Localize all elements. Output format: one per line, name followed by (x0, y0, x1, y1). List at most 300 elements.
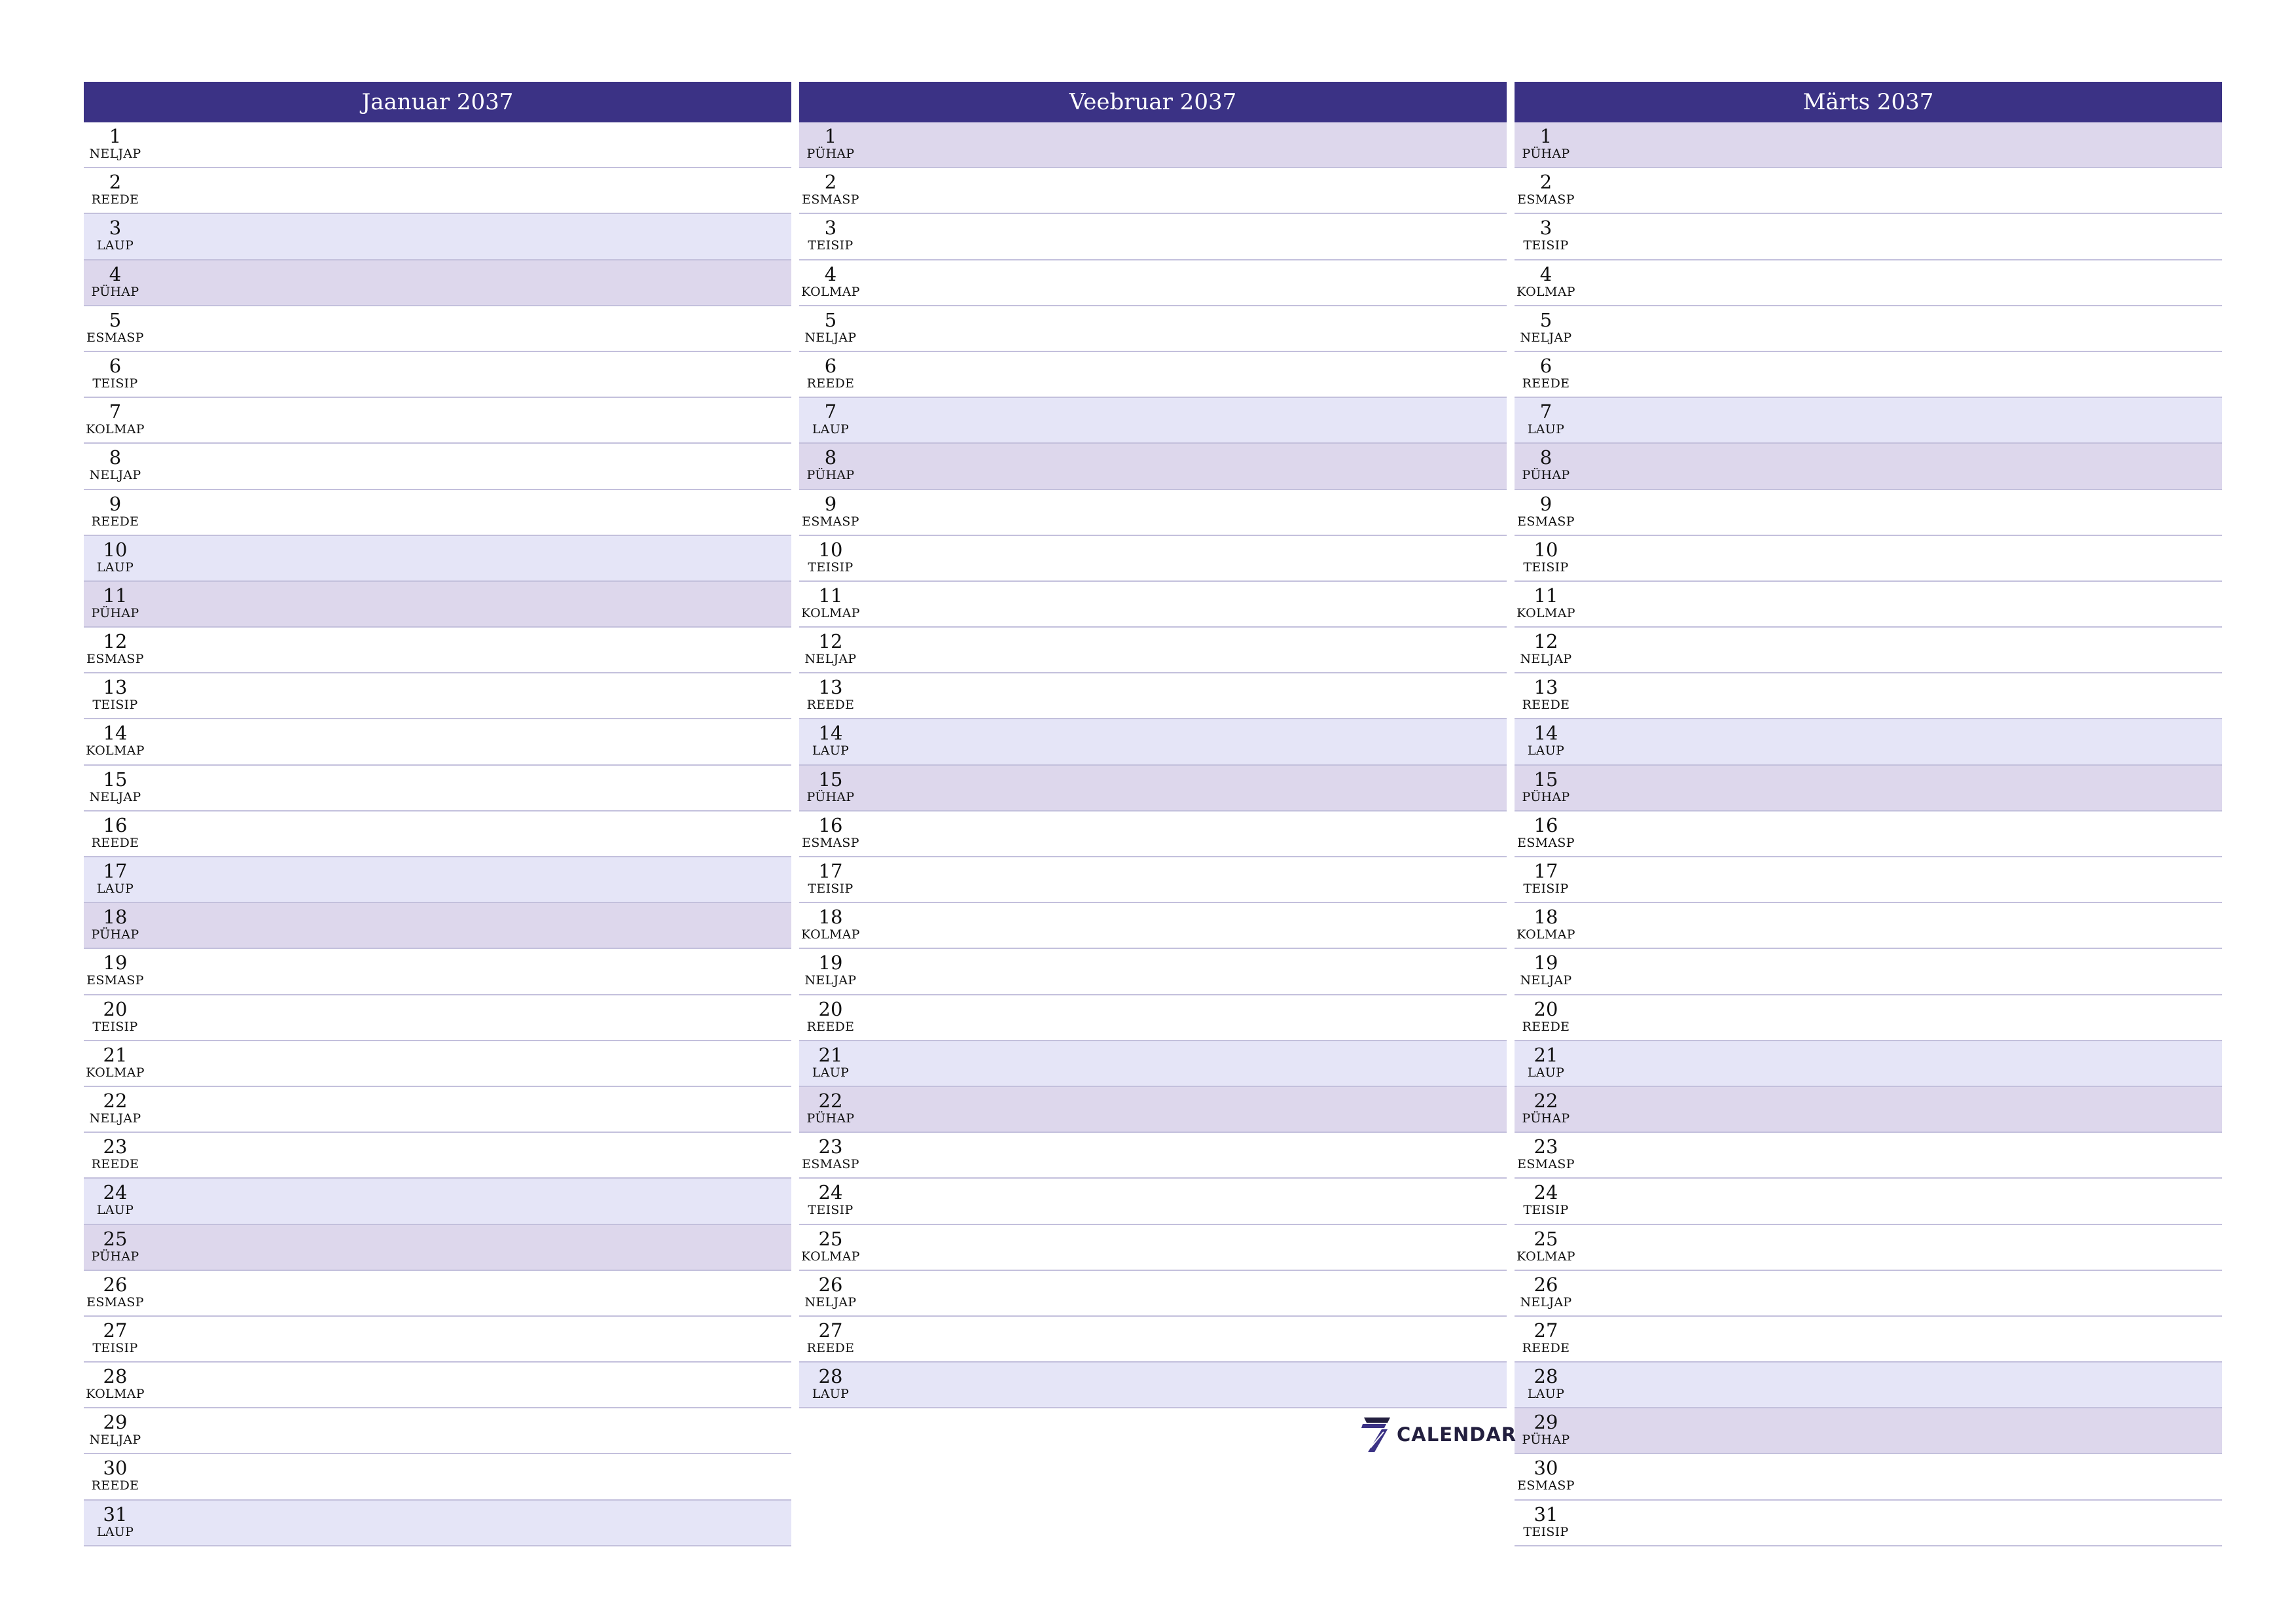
day-row (1515, 214, 2222, 260)
day-number: 3 (1539, 217, 1552, 240)
day-list (84, 122, 791, 1546)
weekday-name: REEDE (1522, 376, 1570, 391)
weekday-name: TEISIP (92, 376, 138, 391)
day-number: 26 (818, 1273, 843, 1296)
day-number: 4 (1539, 262, 1552, 285)
day-row (799, 903, 1507, 949)
day-label (1515, 766, 1577, 810)
day-row (1515, 1363, 2222, 1408)
day-row (84, 949, 791, 995)
day-number: 4 (109, 262, 122, 285)
day-row (84, 306, 791, 352)
day-number: 25 (818, 1227, 843, 1250)
day-label (799, 857, 862, 902)
day-label (84, 214, 147, 259)
day-label (84, 444, 147, 488)
weekday-name: NELJAP (804, 973, 857, 988)
day-number: 8 (824, 446, 837, 469)
day-number: 13 (103, 676, 128, 699)
weekday-name: ESMASP (1517, 1478, 1575, 1493)
day-row (1515, 1087, 2222, 1133)
day-label (799, 766, 862, 810)
day-number: 16 (103, 813, 128, 836)
day-label (84, 766, 147, 810)
day-label (799, 995, 862, 1040)
day-row (84, 168, 791, 214)
day-number: 21 (1534, 1043, 1558, 1066)
day-label (84, 949, 147, 993)
seven-logo-icon (1361, 1416, 1391, 1453)
weekday-name: KOLMAP (1516, 927, 1575, 942)
day-row (84, 1179, 791, 1224)
day-number: 27 (103, 1319, 128, 1342)
day-label (799, 214, 862, 259)
day-row (1515, 1317, 2222, 1363)
weekday-name: REEDE (1522, 698, 1570, 713)
day-label (1515, 903, 1577, 948)
weekday-name: LAUP (96, 238, 134, 253)
weekday-name: LAUP (812, 1387, 850, 1402)
day-label (799, 582, 862, 626)
day-label (1515, 490, 1577, 535)
day-row (799, 995, 1507, 1041)
day-number: 7 (109, 401, 122, 423)
day-label (84, 122, 147, 167)
day-row (799, 1133, 1507, 1179)
weekday-name: PÜHAP (806, 1111, 855, 1126)
day-label (799, 1179, 862, 1223)
day-label (799, 1041, 862, 1086)
day-number: 9 (824, 492, 837, 515)
day-label (84, 352, 147, 397)
day-label (84, 1087, 147, 1132)
brand-name: CALENDAR (1397, 1423, 1517, 1446)
day-label (799, 490, 862, 535)
day-number: 18 (1534, 906, 1558, 929)
day-number: 26 (1534, 1273, 1558, 1296)
day-number: 20 (1534, 997, 1558, 1020)
day-row (1515, 1501, 2222, 1546)
month-march (1515, 82, 2222, 1546)
day-row (1515, 1225, 2222, 1271)
day-row (1515, 1271, 2222, 1317)
day-label (84, 1271, 147, 1315)
day-number: 5 (1539, 308, 1552, 331)
day-row (799, 673, 1507, 719)
weekday-name: NELJAP (1520, 652, 1572, 667)
weekday-name: LAUP (1527, 743, 1565, 758)
day-number: 10 (1534, 538, 1558, 561)
day-row (799, 1041, 1507, 1087)
day-number: 6 (1539, 354, 1552, 377)
day-row (1515, 352, 2222, 398)
weekday-name: TEISIP (92, 1019, 138, 1034)
month-title: Veebruar 2037 (799, 82, 1507, 122)
weekday-name: ESMASP (1517, 514, 1575, 529)
day-label (1515, 1317, 1577, 1361)
day-row (84, 1271, 791, 1317)
day-number: 14 (1534, 722, 1558, 745)
weekday-name: NELJAP (804, 1294, 857, 1310)
weekday-name: ESMASP (86, 330, 144, 345)
day-number: 18 (103, 906, 128, 929)
day-label (799, 168, 862, 213)
weekday-name: REEDE (91, 1157, 139, 1172)
weekday-name: TEISIP (1523, 882, 1569, 896)
day-row (799, 857, 1507, 903)
weekday-name: PÜHAP (1522, 789, 1570, 804)
weekday-name: KOLMAP (801, 1249, 860, 1264)
day-row (84, 812, 791, 857)
weekday-name: KOLMAP (86, 1065, 145, 1080)
day-label (84, 719, 147, 764)
day-label (1515, 306, 1577, 351)
day-number: 22 (103, 1089, 128, 1112)
day-number: 17 (818, 860, 843, 882)
day-row (84, 122, 791, 168)
day-label (1515, 444, 1577, 488)
day-number: 23 (103, 1135, 128, 1158)
day-number: 15 (1534, 768, 1558, 791)
weekday-name: ESMASP (802, 192, 859, 207)
day-label (799, 306, 862, 351)
day-label (799, 1087, 862, 1132)
weekday-name: KOLMAP (1516, 605, 1575, 620)
day-label (84, 857, 147, 902)
weekday-name: TEISIP (808, 238, 853, 253)
day-number: 12 (818, 630, 843, 653)
day-number: 8 (109, 446, 122, 469)
weekday-name: ESMASP (86, 652, 144, 667)
day-row (84, 1317, 791, 1363)
weekday-name: PÜHAP (1522, 147, 1570, 161)
day-row (1515, 766, 2222, 812)
day-row (84, 903, 791, 949)
day-row (799, 214, 1507, 260)
weekday-name: KOLMAP (1516, 284, 1575, 299)
day-label (1515, 582, 1577, 626)
day-label (799, 1225, 862, 1270)
day-label (84, 812, 147, 856)
weekday-name: NELJAP (89, 147, 141, 161)
weekday-name: PÜHAP (1522, 468, 1570, 483)
day-label (84, 306, 147, 351)
day-label (799, 444, 862, 488)
day-label (1515, 1179, 1577, 1223)
weekday-name: REEDE (1522, 1019, 1570, 1034)
day-number: 3 (824, 217, 837, 240)
day-label (1515, 719, 1577, 764)
day-label (84, 1501, 147, 1545)
day-row (84, 582, 791, 628)
day-row (799, 490, 1507, 536)
day-label (1515, 536, 1577, 580)
month-title: Jaanuar 2037 (84, 82, 791, 122)
day-row (799, 260, 1507, 306)
weekday-name: NELJAP (804, 652, 857, 667)
day-label (1515, 995, 1577, 1040)
weekday-name: KOLMAP (86, 422, 145, 437)
day-row (84, 1087, 791, 1133)
day-row (799, 306, 1507, 352)
weekday-name: REEDE (91, 1478, 139, 1493)
weekday-name: TEISIP (1523, 238, 1569, 253)
day-number: 10 (103, 538, 128, 561)
day-row (1515, 582, 2222, 628)
day-row (84, 1363, 791, 1408)
day-row (799, 766, 1507, 812)
day-number: 13 (818, 676, 843, 699)
day-number: 13 (1534, 676, 1558, 699)
day-number: 1 (1539, 125, 1552, 147)
day-label (1515, 857, 1577, 902)
weekday-name: REEDE (806, 376, 855, 391)
day-label (799, 1317, 862, 1361)
day-number: 19 (818, 952, 843, 974)
day-row (799, 398, 1507, 444)
day-number: 7 (824, 401, 837, 423)
weekday-name: NELJAP (804, 330, 857, 345)
weekday-name: REEDE (806, 698, 855, 713)
day-label (84, 673, 147, 718)
day-number: 28 (818, 1365, 843, 1388)
day-label (1515, 673, 1577, 718)
day-number: 29 (103, 1411, 128, 1434)
day-number: 31 (103, 1503, 128, 1525)
weekday-name: NELJAP (1520, 973, 1572, 988)
day-list (799, 122, 1507, 1408)
day-row (799, 1363, 1507, 1408)
day-row (799, 1317, 1507, 1363)
weekday-name: LAUP (96, 1203, 134, 1218)
weekday-name: PÜHAP (1522, 1111, 1570, 1126)
weekday-name: NELJAP (1520, 330, 1572, 345)
day-label (799, 536, 862, 580)
day-row (1515, 628, 2222, 673)
weekday-name: TEISIP (92, 1340, 138, 1355)
day-number: 2 (824, 171, 837, 194)
day-row (84, 214, 791, 260)
weekday-name: LAUP (1527, 422, 1565, 437)
day-label (799, 719, 862, 764)
weekday-name: TEISIP (92, 698, 138, 713)
day-label (84, 1225, 147, 1270)
day-number: 20 (103, 997, 128, 1020)
weekday-name: LAUP (812, 1065, 850, 1080)
day-number: 16 (1534, 813, 1558, 836)
weekday-name: ESMASP (1517, 1157, 1575, 1172)
weekday-name: NELJAP (1520, 1294, 1572, 1310)
day-row (1515, 719, 2222, 765)
weekday-name: TEISIP (1523, 1203, 1569, 1218)
day-number: 24 (103, 1181, 128, 1204)
weekday-name: NELJAP (89, 1433, 141, 1448)
day-number: 21 (103, 1043, 128, 1066)
day-label (799, 812, 862, 856)
day-label (1515, 168, 1577, 213)
day-label (1515, 1454, 1577, 1499)
day-number: 19 (103, 952, 128, 974)
day-label (1515, 1501, 1577, 1545)
day-row (1515, 122, 2222, 168)
day-label (84, 168, 147, 213)
day-row (84, 1454, 791, 1500)
day-number: 27 (818, 1319, 843, 1342)
weekday-name: ESMASP (86, 973, 144, 988)
day-label (799, 673, 862, 718)
day-row (1515, 995, 2222, 1041)
day-label (1515, 812, 1577, 856)
day-row (799, 168, 1507, 214)
day-label (1515, 122, 1577, 167)
weekday-name: PÜHAP (91, 284, 139, 299)
day-label (799, 352, 862, 397)
day-row (1515, 444, 2222, 490)
weekday-name: TEISIP (808, 1203, 853, 1218)
day-number: 11 (1534, 584, 1558, 607)
day-row (1515, 260, 2222, 306)
weekday-name: LAUP (96, 560, 134, 575)
day-row (799, 1225, 1507, 1271)
weekday-name: NELJAP (89, 789, 141, 804)
day-number: 9 (109, 492, 122, 515)
day-row (84, 352, 791, 398)
day-number: 19 (1534, 952, 1558, 974)
day-label (799, 1363, 862, 1407)
day-row (799, 628, 1507, 673)
weekday-name: KOLMAP (801, 284, 860, 299)
weekday-name: KOLMAP (1516, 1249, 1575, 1264)
day-row (1515, 673, 2222, 719)
day-number: 17 (103, 860, 128, 882)
day-number: 5 (824, 308, 837, 331)
weekday-name: PÜHAP (1522, 1433, 1570, 1448)
day-row (799, 536, 1507, 582)
day-number: 25 (103, 1227, 128, 1250)
day-number: 1 (824, 125, 837, 147)
day-row (1515, 168, 2222, 214)
day-number: 10 (818, 538, 843, 561)
day-label (84, 536, 147, 580)
weekday-name: REEDE (1522, 1340, 1570, 1355)
day-label (84, 398, 147, 442)
day-row (84, 1041, 791, 1087)
day-label (84, 260, 147, 305)
day-label (84, 1133, 147, 1177)
day-label (799, 1271, 862, 1315)
day-row (799, 719, 1507, 765)
weekday-name: LAUP (812, 422, 850, 437)
day-label (84, 1408, 147, 1453)
day-label (799, 122, 862, 167)
day-row (84, 719, 791, 765)
weekday-name: KOLMAP (86, 743, 145, 758)
day-row (84, 398, 791, 444)
day-label (799, 903, 862, 948)
day-label (799, 260, 862, 305)
day-label (1515, 1363, 1577, 1407)
month-title: Märts 2037 (1515, 82, 2222, 122)
weekday-name: NELJAP (89, 1111, 141, 1126)
day-row (84, 995, 791, 1041)
day-label (84, 582, 147, 626)
day-label (799, 1133, 862, 1177)
day-number: 15 (818, 768, 843, 791)
weekday-name: LAUP (812, 743, 850, 758)
weekday-name: TEISIP (1523, 560, 1569, 575)
day-number: 14 (103, 722, 128, 745)
weekday-name: ESMASP (86, 1294, 144, 1310)
weekday-name: PÜHAP (91, 1249, 139, 1264)
day-label (1515, 1133, 1577, 1177)
weekday-name: ESMASP (1517, 192, 1575, 207)
day-number: 6 (109, 354, 122, 377)
day-number: 30 (1534, 1457, 1558, 1480)
day-number: 16 (818, 813, 843, 836)
day-row (799, 1179, 1507, 1224)
day-number: 22 (818, 1089, 843, 1112)
month-january (84, 82, 791, 1546)
day-number: 1 (109, 125, 122, 147)
weekday-name: PÜHAP (806, 147, 855, 161)
day-label (84, 1454, 147, 1499)
weekday-name: TEISIP (1523, 1524, 1569, 1539)
day-row (84, 857, 791, 903)
weekday-name: ESMASP (802, 1157, 859, 1172)
day-label (1515, 628, 1577, 672)
day-label (84, 490, 147, 535)
day-number: 2 (1539, 171, 1552, 194)
day-number: 31 (1534, 1503, 1558, 1525)
weekday-name: LAUP (1527, 1065, 1565, 1080)
day-row (1515, 903, 2222, 949)
day-row (1515, 812, 2222, 857)
weekday-name: REEDE (91, 835, 139, 850)
day-row (84, 490, 791, 536)
weekday-name: KOLMAP (801, 605, 860, 620)
day-number: 8 (1539, 446, 1552, 469)
day-row (1515, 398, 2222, 444)
brand-logo (1361, 1415, 1516, 1454)
day-row (84, 628, 791, 673)
day-row (84, 260, 791, 306)
weekday-name: KOLMAP (801, 927, 860, 942)
weekday-name: PÜHAP (91, 927, 139, 942)
weekday-name: LAUP (96, 1524, 134, 1539)
day-row (1515, 1454, 2222, 1500)
day-label (1515, 1271, 1577, 1315)
day-number: 23 (1534, 1135, 1558, 1158)
day-label (1515, 260, 1577, 305)
day-number: 12 (103, 630, 128, 653)
day-label (799, 628, 862, 672)
weekday-name: NELJAP (89, 468, 141, 483)
day-row (84, 1133, 791, 1179)
day-row (799, 444, 1507, 490)
day-number: 24 (818, 1181, 843, 1204)
weekday-name: ESMASP (802, 835, 859, 850)
day-label (799, 398, 862, 442)
day-number: 7 (1539, 401, 1552, 423)
day-label (1515, 949, 1577, 993)
weekday-name: ESMASP (1517, 835, 1575, 850)
day-row (1515, 1179, 2222, 1224)
month-february (799, 82, 1507, 1408)
day-number: 22 (1534, 1089, 1558, 1112)
day-number: 30 (103, 1457, 128, 1480)
weekday-name: PÜHAP (91, 605, 139, 620)
day-list (1515, 122, 2222, 1546)
